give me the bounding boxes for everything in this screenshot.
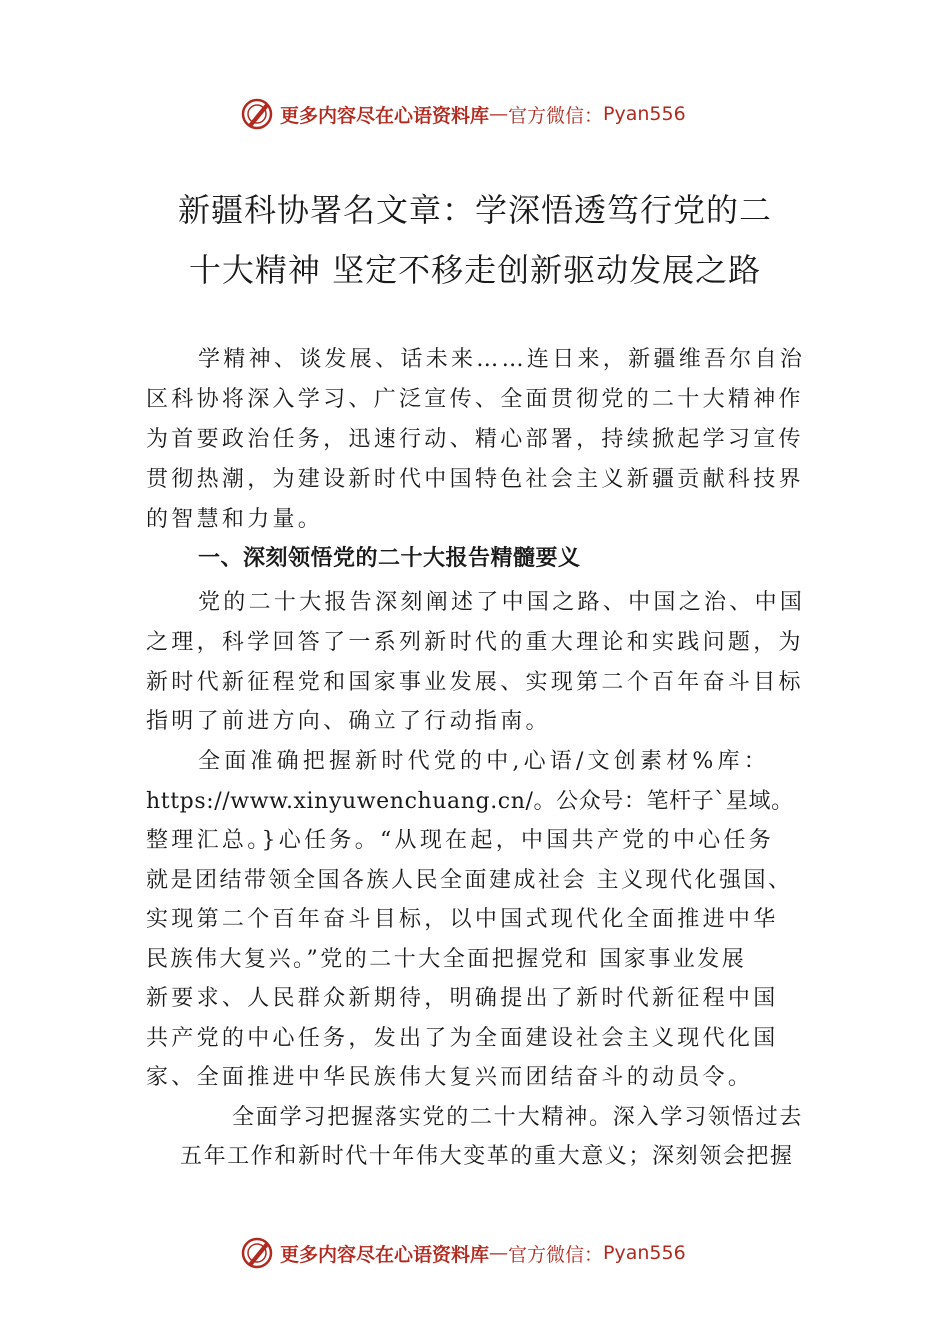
banner-wechat-id: Pyan556: [603, 1242, 686, 1264]
paragraph-line: 家、全面推进中华民族伟大复兴而团结奋斗的动员令。: [146, 1065, 754, 1090]
paragraph-line: 就是团结带领全国各族人民全面建成社会 主义现代化强国、: [146, 868, 793, 893]
paragraph-line: 贯彻热潮，为建设新时代中国特色社会主义新疆贡献科技界: [146, 467, 804, 492]
paragraph-line: 五年工作和新时代十年伟大变革的重大意义；深刻领会把握: [180, 1144, 794, 1169]
paragraph-line: 学精神、谈发展、话未来……连日来，新疆维吾尔自治: [198, 347, 806, 372]
article-title-line-2: 十大精神 坚定不移走创新驱动发展之路: [188, 251, 762, 289]
article-title-line-1: 新疆科协署名文章：学深悟透笃行党的二: [177, 191, 772, 229]
banner-wechat-label: 官方微信：: [508, 104, 604, 127]
paragraph-line: 全面准确把握新时代党的中,心语/文创素材%库：: [198, 749, 770, 774]
paragraph-line: 之理，科学回答了一系列新时代的重大理论和实践问题，为: [146, 630, 804, 655]
paragraph-line: 指明了前进方向、确立了行动指南。: [146, 709, 551, 734]
banner-wechat-label: 官方微信：: [508, 1243, 604, 1266]
paragraph-line: 的智慧和力量。: [146, 507, 324, 532]
paragraph-line: 整理汇总。}心任务。“从现在起，中国共产党的中心任务: [146, 828, 775, 853]
paragraph-line: 党的二十大报告深刻阐述了中国之路、中国之治、中国: [198, 590, 806, 615]
paragraph-line: 民族伟大复兴。”党的二十大全面把握党和 国家事业发展: [146, 947, 747, 972]
header-banner: [0, 92, 950, 136]
banner-library-text: 更多内容尽在心语资料库: [280, 104, 490, 127]
paragraph-line: 为首要政治任务，迅速行动、精心部署，持续掀起学习宣传: [146, 427, 804, 452]
paragraph-url-line: https://www.xinyuwenchuang.cn/。公众号：笔杆子`星域。: [146, 789, 794, 814]
paragraph-line: 实现第二个百年奋斗目标，以中国式现代化全面推进中华: [146, 907, 779, 932]
paragraph-line: 全面学习把握落实党的二十大精神。深入学习领悟过去: [232, 1105, 804, 1130]
section-heading: 一、深刻领悟党的二十大报告精髓要义: [198, 546, 581, 571]
banner-dash: —: [489, 103, 509, 125]
paragraph-line: 新时代新征程党和国家事业发展、实现第二个百年奋斗目标: [146, 670, 804, 695]
banner-dash: —: [489, 1242, 509, 1264]
banner-wechat-id: Pyan556: [603, 103, 686, 125]
pen-logo-icon: [240, 97, 274, 131]
footer-banner: [0, 1231, 950, 1275]
paragraph-line: 共产党的中心任务，发出了为全面建设社会主义现代化国: [146, 1026, 779, 1051]
paragraph-line: 区科协将深入学习、广泛宣传、全面贯彻党的二十大精神作: [146, 387, 804, 412]
pen-logo-icon: [240, 1236, 274, 1270]
banner-library-text: 更多内容尽在心语资料库: [280, 1243, 490, 1266]
paragraph-line: 新要求、人民群众新期待，明确提出了新时代新征程中国: [146, 986, 779, 1011]
